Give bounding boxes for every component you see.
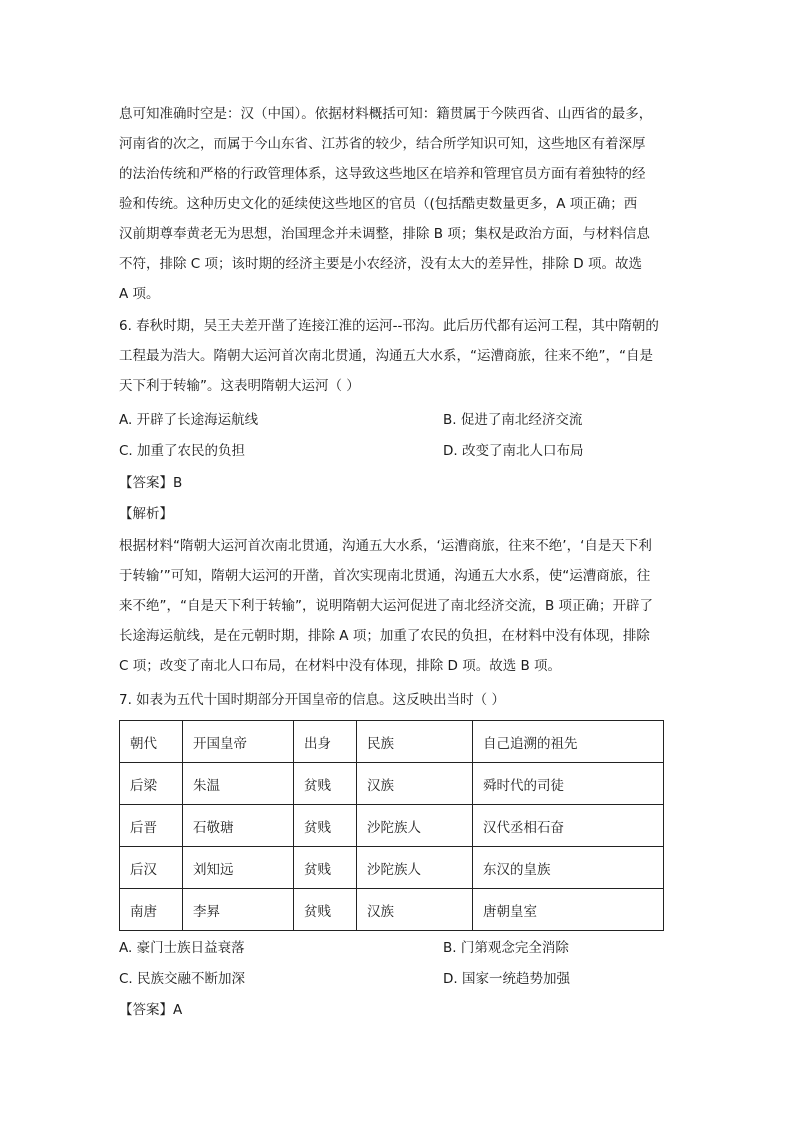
q7-option-b: B. 门第观念完全消除 xyxy=(443,940,569,956)
table-header-cell: 出身 xyxy=(294,721,357,763)
table-cell: 贫贱 xyxy=(294,847,357,889)
q7-option-d: D. 国家一统趋势加强 xyxy=(443,971,570,987)
q6-option-d: D. 改变了南北人口布局 xyxy=(443,443,584,459)
table-cell: 朱温 xyxy=(183,763,294,805)
table-row xyxy=(120,847,664,889)
q7-stem: 7. 如表为五代十国时期部分开国皇帝的信息。这反映出当时（ ） xyxy=(119,692,505,708)
q6-analysis-line: 于转输’”可知，隋朝大运河的开凿，首次实现南北贯通，沟通五大水系，使“运漕商旅，往 xyxy=(119,568,651,584)
table-cell: 后晋 xyxy=(120,805,183,847)
q6-stem-line: 6. 春秋时期，吴王夫差开凿了连接江淮的运河--邗沟。此后历代都有运河工程，其中隋朝的 xyxy=(119,318,659,334)
paragraph-line: 河南省的次之，而属于今山东省、江苏省的较少，结合所学知识可知，这些地区有着深厚 xyxy=(119,136,646,152)
q7-option-c: C. 民族交融不断加深 xyxy=(119,971,246,987)
table-header-cell: 自己追溯的祖先 xyxy=(473,721,664,763)
q7-option-a: A. 豪门士族日益衰落 xyxy=(119,940,245,956)
paragraph-line: 息可知准确时空是：汉（中国）。依据材料概括可知：籍贯属于今陕西省、山西省的最多， xyxy=(119,106,653,122)
paragraph-line: A 项。 xyxy=(119,286,160,302)
emperors-table xyxy=(119,720,664,931)
table-cell: 贫贱 xyxy=(294,889,357,931)
table-cell: 南唐 xyxy=(120,889,183,931)
q6-stem-line: 天下利于转输”。这表明隋朝大运河（ ） xyxy=(119,378,360,394)
q7-answer: 【答案】A xyxy=(119,1002,183,1018)
table-header-row xyxy=(120,721,664,763)
table-cell: 后梁 xyxy=(120,763,183,805)
q6-analysis-line: 来不绝”，“自是天下利于转输”，说明隋朝大运河促进了南北经济交流，B 项正确；开辟了 xyxy=(119,598,654,614)
table-cell: 汉代丞相石奋 xyxy=(473,805,664,847)
table-row xyxy=(120,763,664,805)
q6-answer: 【答案】B xyxy=(119,475,183,491)
paragraph-line: 验和传统。这种历史文化的延续使这些地区的官员（(包括酷吏数量更多，A 项正确；西 xyxy=(119,196,638,212)
table-cell: 沙陀族人 xyxy=(357,847,473,889)
paragraph-line: 汉前期尊奉黄老无为思想，治国理念并未调整，排除 B 项；集权是政治方面，与材料信息 xyxy=(119,226,650,242)
q6-option-b: B. 促进了南北经济交流 xyxy=(443,412,583,428)
q6-stem-line: 工程最为浩大。隋朝大运河首次南北贯通，沟通五大水系，“运漕商旅，往来不绝”，“自是 xyxy=(119,348,653,364)
table-cell: 唐朝皇室 xyxy=(473,889,664,931)
table-cell: 刘知远 xyxy=(183,847,294,889)
q6-analysis-line: 长途海运航线，是在元朝时期，排除 A 项；加重了农民的负担，在材料中没有体现，排除 xyxy=(119,628,650,644)
table-header-cell: 开国皇帝 xyxy=(183,721,294,763)
table-row xyxy=(120,805,664,847)
paragraph-line: 不符，排除 C 项；该时期的经济主要是小农经济，没有太大的差异性，排除 D 项。故选 xyxy=(119,256,642,272)
table-cell: 沙陀族人 xyxy=(357,805,473,847)
table-cell: 后汉 xyxy=(120,847,183,889)
paragraph-line: 的法治传统和严格的行政管理体系，这导致这些地区在培养和管理官员方面有着独特的经 xyxy=(119,166,646,182)
table-cell: 李昪 xyxy=(183,889,294,931)
table-cell: 石敬瑭 xyxy=(183,805,294,847)
q6-option-a: A. 开辟了长途海运航线 xyxy=(119,412,259,428)
table-cell: 贫贱 xyxy=(294,763,357,805)
table-header-cell: 朝代 xyxy=(120,721,183,763)
table-cell: 贫贱 xyxy=(294,805,357,847)
table-cell: 汉族 xyxy=(357,763,473,805)
table-cell: 东汉的皇族 xyxy=(473,847,664,889)
q6-option-c: C. 加重了农民的负担 xyxy=(119,443,246,459)
q6-analysis-line: C 项；改变了南北人口布局，在材料中没有体现，排除 D 项。故选 B 项。 xyxy=(119,658,562,674)
table-row xyxy=(120,889,664,931)
table-cell: 舜时代的司徒 xyxy=(473,763,664,805)
table-header-cell: 民族 xyxy=(357,721,473,763)
q6-analysis-label: 【解析】 xyxy=(119,506,173,522)
q6-analysis-line: 根据材料“隋朝大运河首次南北贯通，沟通五大水系，‘运漕商旅，往来不绝’，‘自是天下利 xyxy=(119,538,652,554)
table-cell: 汉族 xyxy=(357,889,473,931)
